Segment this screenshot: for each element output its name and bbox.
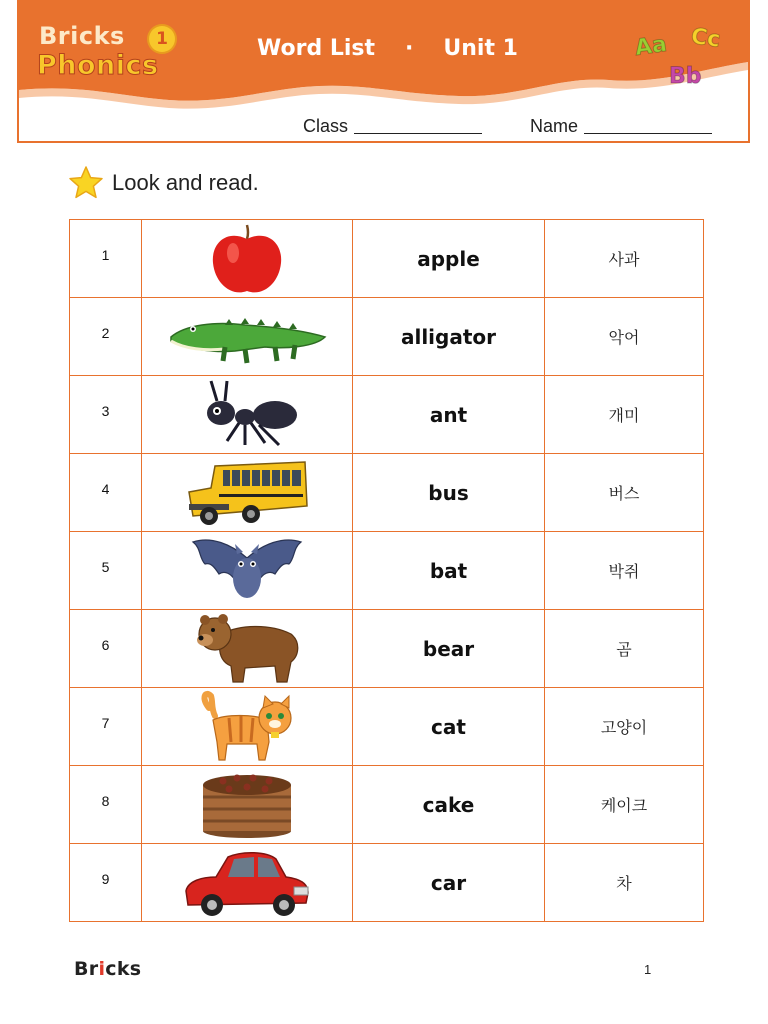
car-image [182, 847, 312, 919]
korean-word-cell [545, 532, 704, 610]
word-list-table [69, 219, 704, 922]
footer-brand-i: i [98, 958, 106, 980]
row-number-cell [70, 766, 142, 844]
alligator-image [165, 307, 329, 367]
row-number: 9 [101, 870, 110, 887]
table-row [70, 454, 704, 532]
korean-word: 사과 [608, 250, 640, 269]
letter-cc: Cc [689, 24, 722, 53]
korean-word-cell [545, 298, 704, 376]
picture-cell [142, 844, 353, 922]
picture-cell [142, 454, 353, 532]
instruction-text: Look and read. [112, 170, 259, 195]
bat-image [191, 534, 303, 608]
page-number: 1 [644, 962, 652, 977]
row-number: 1 [101, 246, 110, 263]
korean-word: 케이크 [600, 796, 648, 815]
cat-image [195, 690, 299, 764]
table-row [70, 610, 704, 688]
apple-image [207, 221, 287, 297]
row-number-cell [70, 610, 142, 688]
english-word-cell [353, 532, 545, 610]
bricks-phonics-logo [37, 22, 177, 84]
row-number-cell [70, 532, 142, 610]
name-field [530, 116, 712, 137]
korean-word-cell [545, 844, 704, 922]
table-row [70, 220, 704, 298]
korean-word: 곰 [616, 640, 632, 659]
logo-bricks-text: Bricks [39, 22, 125, 50]
table-row [70, 376, 704, 454]
table-row [70, 766, 704, 844]
name-write-line[interactable] [584, 133, 712, 134]
english-word: alligator [400, 324, 497, 349]
picture-cell [142, 532, 353, 610]
logo-level-badge: 1 [149, 26, 175, 52]
bus-image [185, 458, 309, 528]
english-word: bus [428, 480, 469, 505]
title-word-list: Word List [257, 36, 376, 61]
class-field [303, 116, 482, 137]
bear-image [191, 612, 303, 686]
worksheet-header [17, 0, 750, 143]
english-word: apple [417, 246, 480, 271]
english-word: bear [422, 636, 475, 661]
table-row [70, 298, 704, 376]
picture-cell [142, 766, 353, 844]
english-word-cell [353, 766, 545, 844]
table-row [70, 532, 704, 610]
korean-word: 악어 [608, 328, 640, 347]
english-word-cell [353, 298, 545, 376]
class-label: Class [303, 116, 349, 136]
english-word-cell [353, 844, 545, 922]
row-number: 7 [101, 714, 110, 731]
logo-phonics-text: Phonics [37, 50, 159, 81]
row-number: 4 [101, 480, 110, 497]
korean-word: 고양이 [600, 718, 648, 737]
instruction [68, 166, 259, 200]
english-word-cell [353, 688, 545, 766]
korean-word-cell [545, 688, 704, 766]
korean-word-cell [545, 220, 704, 298]
row-number-cell [70, 844, 142, 922]
korean-word-cell [545, 376, 704, 454]
english-word-cell [353, 376, 545, 454]
alphabet-letters-decoration [631, 24, 741, 94]
letter-bb: Bb [669, 64, 702, 89]
english-word: cat [431, 714, 466, 739]
footer-bricks-logo [74, 958, 141, 980]
class-write-line[interactable] [354, 133, 482, 134]
title-separator: · [405, 36, 414, 61]
picture-cell [142, 376, 353, 454]
english-word: bat [429, 558, 468, 583]
english-word: ant [429, 402, 468, 427]
row-number: 8 [101, 792, 110, 809]
english-word: car [430, 870, 467, 895]
row-number: 5 [101, 558, 110, 575]
row-number-cell [70, 298, 142, 376]
letter-aa: Aa [633, 31, 669, 62]
row-number: 6 [101, 636, 110, 653]
korean-word: 개미 [608, 406, 640, 425]
picture-cell [142, 610, 353, 688]
english-word-cell [353, 610, 545, 688]
english-word: cake [422, 792, 475, 817]
star-icon [68, 165, 104, 201]
footer-brand-part: cks [105, 958, 142, 980]
row-number: 3 [101, 402, 110, 419]
row-number-cell [70, 376, 142, 454]
korean-word-cell [545, 454, 704, 532]
row-number-cell [70, 688, 142, 766]
cake-image [199, 771, 295, 839]
korean-word: 차 [616, 874, 632, 893]
korean-word: 박쥐 [608, 562, 640, 581]
korean-word-cell [545, 610, 704, 688]
row-number-cell [70, 454, 142, 532]
name-label: Name [530, 116, 579, 136]
ant-image [187, 379, 307, 451]
title-unit: Unit 1 [443, 36, 518, 61]
picture-cell [142, 298, 353, 376]
korean-word-cell [545, 766, 704, 844]
picture-cell [142, 688, 353, 766]
korean-word: 버스 [608, 484, 640, 503]
row-number-cell [70, 220, 142, 298]
footer-brand-part: Br [74, 958, 99, 980]
table-row [70, 688, 704, 766]
row-number: 2 [101, 324, 110, 341]
page-title [257, 36, 518, 61]
table-row [70, 844, 704, 922]
english-word-cell [353, 220, 545, 298]
picture-cell [142, 220, 353, 298]
english-word-cell [353, 454, 545, 532]
